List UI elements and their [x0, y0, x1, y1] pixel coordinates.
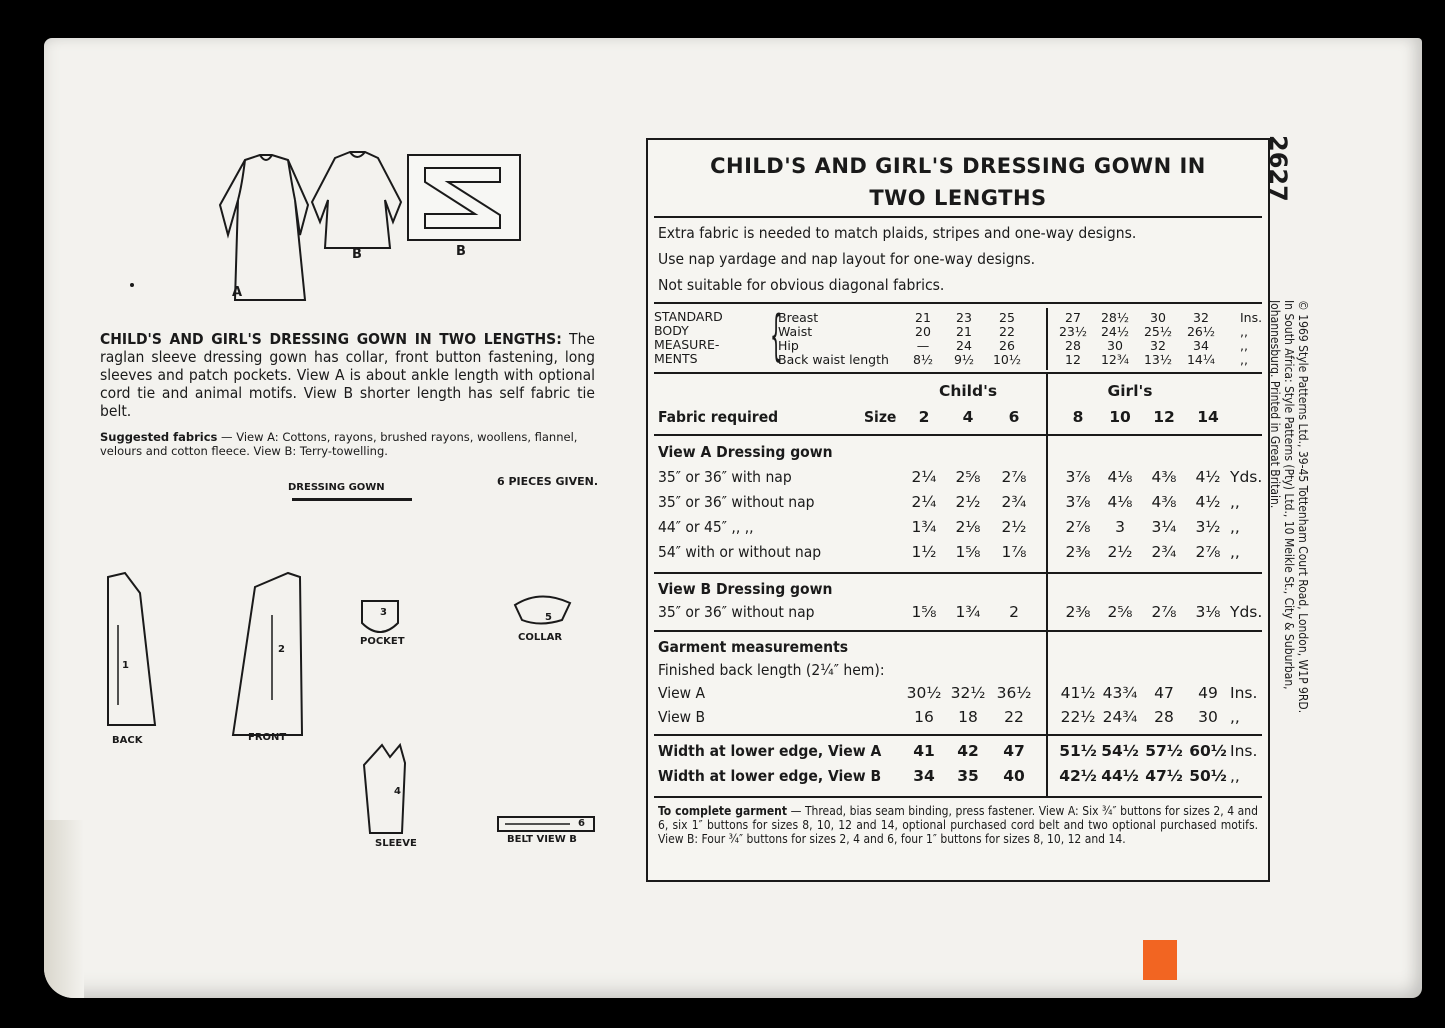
- measure-unit: ,,: [1240, 352, 1248, 367]
- collar-piece: [515, 596, 570, 623]
- measure-value: 27: [1065, 310, 1081, 325]
- row-value: 2¾: [1151, 543, 1177, 561]
- row-value: 60½: [1189, 742, 1227, 760]
- size-label: Size: [864, 408, 897, 426]
- row-value: 3⅞: [1065, 493, 1091, 511]
- back-piece: [108, 573, 155, 725]
- row-value: 44½: [1101, 767, 1139, 785]
- row-value: 47½: [1145, 767, 1183, 785]
- row-value: 2¼: [911, 493, 937, 511]
- complete-label: To complete garment: [658, 804, 788, 818]
- measure-value: 28½: [1100, 310, 1130, 325]
- row-value: 54½: [1101, 742, 1139, 760]
- row-value: 42: [957, 742, 979, 760]
- measure-value: 26: [999, 338, 1015, 353]
- measure-value: 23: [956, 310, 972, 325]
- measure-value: 21: [915, 310, 931, 325]
- row-value: 2⅜: [1065, 603, 1091, 621]
- row-value: 4⅜: [1151, 493, 1177, 511]
- row-value: 1½: [911, 543, 937, 561]
- measure-value: 24: [956, 338, 972, 353]
- row-value: 47: [1154, 684, 1174, 702]
- row-unit: Ins.: [1230, 742, 1258, 760]
- belt-drawing: [408, 155, 520, 240]
- row-value: 51½: [1059, 742, 1097, 760]
- view-b-gown-drawing: [312, 152, 401, 248]
- table-title-line2: TWO LENGTHS: [869, 186, 1047, 210]
- row-label: 35″ or 36″ without nap: [658, 493, 815, 511]
- row-value: 3⅛: [1195, 603, 1221, 621]
- row-value: 3⅞: [1065, 468, 1091, 486]
- row-value: 40: [1003, 767, 1025, 785]
- rule: [654, 302, 1262, 304]
- row-value: 47: [1003, 742, 1025, 760]
- row-value: 4½: [1195, 468, 1221, 486]
- front-piece: [233, 573, 302, 735]
- row-unit: ,,: [1230, 708, 1240, 726]
- row-value: 35: [957, 767, 979, 785]
- measure-value: 10½: [992, 352, 1022, 367]
- measure-value: 30: [1107, 338, 1123, 353]
- copyright-line-1: © 1969 Style Patterns Ltd., 39-45 Tottenham Court Road, London, W1P 9RD.: [1296, 300, 1310, 714]
- row-value: 22: [1004, 708, 1024, 726]
- row-value: 1¾: [911, 518, 937, 536]
- measure-row-label: Breast: [778, 310, 819, 325]
- row-value: 2½: [1001, 518, 1027, 536]
- copyright-line-2: In South Africa: Style Patterns (Pty) Ltd., 10 Meikle St., City & Suburban,: [1282, 300, 1296, 690]
- row-value: 2⅛: [955, 518, 981, 536]
- row-value: 36½: [996, 684, 1032, 702]
- complete-garment-note: [658, 804, 1258, 846]
- fabrics-text: — View A: Cottons, rayons, brushed rayons, woollens, flannel, velours and cotton fleece. View B: Terry-towelling.: [100, 430, 578, 458]
- row-value: 34: [913, 767, 935, 785]
- row-value: 3¼: [1151, 518, 1177, 536]
- piece-6-label: BELT VIEW B: [507, 834, 577, 845]
- pieces-title-underline: [292, 498, 412, 501]
- measure-value: 14¼: [1186, 352, 1216, 367]
- measure-unit: ,,: [1240, 324, 1248, 339]
- fabric-required-label: Fabric required: [658, 408, 779, 426]
- row-value: 4⅛: [1107, 468, 1133, 486]
- row-value: 2½: [1107, 543, 1133, 561]
- row-value: 1⅝: [911, 603, 937, 621]
- row-unit: ,,: [1230, 543, 1240, 561]
- piece-2-number: 2: [278, 644, 285, 655]
- garment-subtitle: Finished back length (2¼″ hem):: [658, 661, 885, 679]
- piece-3-number: 3: [380, 607, 387, 618]
- orange-tab: [1143, 940, 1177, 980]
- pattern-pieces-diagram: [100, 565, 610, 855]
- measure-value: 12¾: [1100, 352, 1130, 367]
- rule: [654, 434, 1262, 436]
- view-a-title: View A Dressing gown: [658, 443, 833, 461]
- measure-value: 28: [1065, 338, 1081, 353]
- measure-label-line: MEASURE-: [654, 337, 720, 352]
- row-value: 2: [1009, 603, 1019, 621]
- size-header: 8: [1072, 408, 1084, 426]
- row-value: 28: [1154, 708, 1174, 726]
- view-b-title: View B Dressing gown: [658, 580, 833, 598]
- row-value: 32½: [950, 684, 986, 702]
- measure-value: 12: [1065, 352, 1081, 367]
- note-3: Not suitable for obvious diagonal fabrics.: [658, 276, 945, 294]
- row-value: 18: [958, 708, 978, 726]
- measure-value: 34: [1193, 338, 1209, 353]
- row-unit: ,,: [1230, 493, 1240, 511]
- size-header: 14: [1197, 408, 1219, 426]
- garment-title: Garment measurements: [658, 638, 849, 656]
- measure-unit: ,,: [1240, 338, 1248, 353]
- row-label: View B: [658, 708, 706, 726]
- bullet-mark: [130, 283, 134, 287]
- rule: [654, 630, 1262, 632]
- rule: [654, 572, 1262, 574]
- row-value: 24¾: [1102, 708, 1138, 726]
- row-value: 49: [1198, 684, 1218, 702]
- rule: [654, 734, 1262, 736]
- row-value: 22½: [1060, 708, 1096, 726]
- table-title-line1: CHILD'S AND GIRL'S DRESSING GOWN IN: [710, 154, 1206, 178]
- row-value: 41½: [1060, 684, 1096, 702]
- piece-4-label: SLEEVE: [375, 838, 417, 849]
- row-unit: Yds.: [1230, 603, 1263, 621]
- view-a-gown-drawing: [220, 155, 308, 300]
- row-value: 3: [1115, 518, 1125, 536]
- row-value: 42½: [1059, 767, 1097, 785]
- row-value: 4½: [1195, 493, 1221, 511]
- note-1: Extra fabric is needed to match plaids, stripes and one-way designs.: [658, 224, 1137, 242]
- rule: [654, 372, 1262, 374]
- size-header: 6: [1008, 408, 1020, 426]
- size-header: 10: [1109, 408, 1131, 426]
- measure-value: 9½: [953, 352, 975, 367]
- measure-value: 32: [1193, 310, 1209, 325]
- view-b-label: B: [352, 247, 362, 262]
- measure-value: 30: [1150, 310, 1166, 325]
- row-value: 41: [913, 742, 935, 760]
- row-value: 4⅜: [1151, 468, 1177, 486]
- row-value: 30: [1198, 708, 1218, 726]
- measure-label-line: BODY: [654, 323, 689, 338]
- row-value: 2¼: [911, 468, 937, 486]
- row-label: 35″ or 36″ with nap: [658, 468, 792, 486]
- pattern-number: 2627: [1264, 135, 1292, 202]
- size-header: 12: [1153, 408, 1175, 426]
- fabrics-label: Suggested fabrics: [100, 430, 218, 444]
- copyright-text: [1268, 300, 1310, 713]
- description-body: The raglan sleeve dressing gown has collar, front button fastening, long sleeves and patch pockets. View A is about ankle length with optional cord tie and animal motifs. View B shorter length has self fabric tie belt.: [100, 330, 595, 420]
- view-b-belt-label: B: [456, 244, 466, 259]
- row-value: 2⅞: [1065, 518, 1091, 536]
- piece-6-number: 6: [578, 818, 585, 829]
- row-value: 2⅝: [1107, 603, 1133, 621]
- size-header: 4: [962, 408, 974, 426]
- measure-value: 23½: [1058, 324, 1088, 339]
- yardage-table-panel: [646, 138, 1270, 882]
- table-title: [648, 150, 1268, 214]
- size-header: 2: [918, 408, 930, 426]
- measure-value: 13½: [1143, 352, 1173, 367]
- row-value: 2⅞: [1151, 603, 1177, 621]
- description-heading: CHILD'S AND GIRL'S DRESSING GOWN IN TWO LENGTHS:: [100, 330, 562, 348]
- row-unit: Yds.: [1230, 468, 1263, 486]
- rule: [654, 796, 1262, 798]
- measure-value: 26½: [1186, 324, 1216, 339]
- row-unit: ,,: [1230, 767, 1240, 785]
- column-divider: [1046, 308, 1048, 370]
- row-value: 43¾: [1102, 684, 1138, 702]
- row-label: Width at lower edge, View A: [658, 742, 882, 760]
- row-value: 3½: [1195, 518, 1221, 536]
- measure-label: [654, 310, 723, 366]
- row-value: 16: [914, 708, 934, 726]
- piece-5-label: COLLAR: [518, 632, 563, 643]
- row-value: 2⅞: [1195, 543, 1221, 561]
- row-value: 57½: [1145, 742, 1183, 760]
- measure-row-label: Waist: [778, 324, 813, 339]
- measure-value: 8½: [912, 352, 934, 367]
- piece-1-label: BACK: [112, 735, 143, 746]
- measure-value: 21: [956, 324, 972, 339]
- measure-value: 24½: [1100, 324, 1130, 339]
- row-label: 54″ with or without nap: [658, 543, 822, 561]
- row-value: 2⅝: [955, 468, 981, 486]
- measure-unit: Ins.: [1240, 310, 1263, 325]
- pieces-title: DRESSING GOWN: [288, 482, 385, 493]
- measure-value: 25: [999, 310, 1015, 325]
- row-value: 2⅞: [1001, 468, 1027, 486]
- measure-value: 32: [1150, 338, 1166, 353]
- row-value: 2¾: [1001, 493, 1027, 511]
- row-value: 1¾: [955, 603, 981, 621]
- complete-text: — Thread, bias seam binding, press fastener. View A: Six ¾″ buttons for sizes 2, 4 and 6, six 1″ buttons for sizes 8, 10, 12 and 14, optional purchased cord belt and two optional purchased motifs. View B: Four ¾″ buttons for sizes 2, 4 and 6, four 1″ buttons for sizes 8, 10, 12 and 14.: [658, 804, 1259, 846]
- suggested-fabrics: [100, 430, 595, 458]
- column-divider: [1046, 372, 1048, 796]
- row-unit: Ins.: [1230, 684, 1258, 702]
- row-value: 2⅜: [1065, 543, 1091, 561]
- measure-label-line: STANDARD: [654, 309, 723, 324]
- measure-row-label: Back waist length: [778, 352, 889, 367]
- measure-value: —: [916, 338, 930, 353]
- row-label: Width at lower edge, View B: [658, 767, 882, 785]
- row-value: 50½: [1189, 767, 1227, 785]
- measure-row-label: Hip: [778, 338, 799, 353]
- measure-value: 20: [915, 324, 931, 339]
- description: [100, 330, 595, 420]
- piece-1-number: 1: [122, 660, 129, 671]
- rule: [654, 216, 1262, 218]
- row-value: 4⅛: [1107, 493, 1133, 511]
- copyright-line-3: Johannesburg. Printed in Great Britain.: [1268, 300, 1282, 509]
- measure-value: 22: [999, 324, 1015, 339]
- piece-3-label: POCKET: [360, 636, 405, 647]
- row-value: 30½: [906, 684, 942, 702]
- view-illustrations: [200, 140, 530, 305]
- view-a-label: A: [232, 285, 243, 300]
- row-label: 35″ or 36″ without nap: [658, 603, 815, 621]
- measure-label-line: MENTS: [654, 351, 698, 366]
- row-value: 2½: [955, 493, 981, 511]
- row-label: 44″ or 45″ ,, ,,: [658, 518, 754, 536]
- row-value: 1⅝: [955, 543, 981, 561]
- worn-edge: [44, 820, 84, 998]
- piece-4-number: 4: [394, 786, 401, 797]
- measure-brace: {: [770, 304, 783, 367]
- measure-value: 25½: [1143, 324, 1173, 339]
- row-unit: ,,: [1230, 518, 1240, 536]
- girls-heading: Girl's: [1107, 382, 1153, 400]
- row-label: View A: [658, 684, 706, 702]
- childs-heading: Child's: [938, 382, 998, 400]
- row-value: 1⅞: [1001, 543, 1027, 561]
- piece-2-label: FRONT: [248, 732, 287, 743]
- piece-5-number: 5: [545, 612, 552, 623]
- pieces-count: 6 PIECES GIVEN.: [497, 475, 599, 488]
- note-2: Use nap yardage and nap layout for one-way designs.: [658, 250, 1036, 268]
